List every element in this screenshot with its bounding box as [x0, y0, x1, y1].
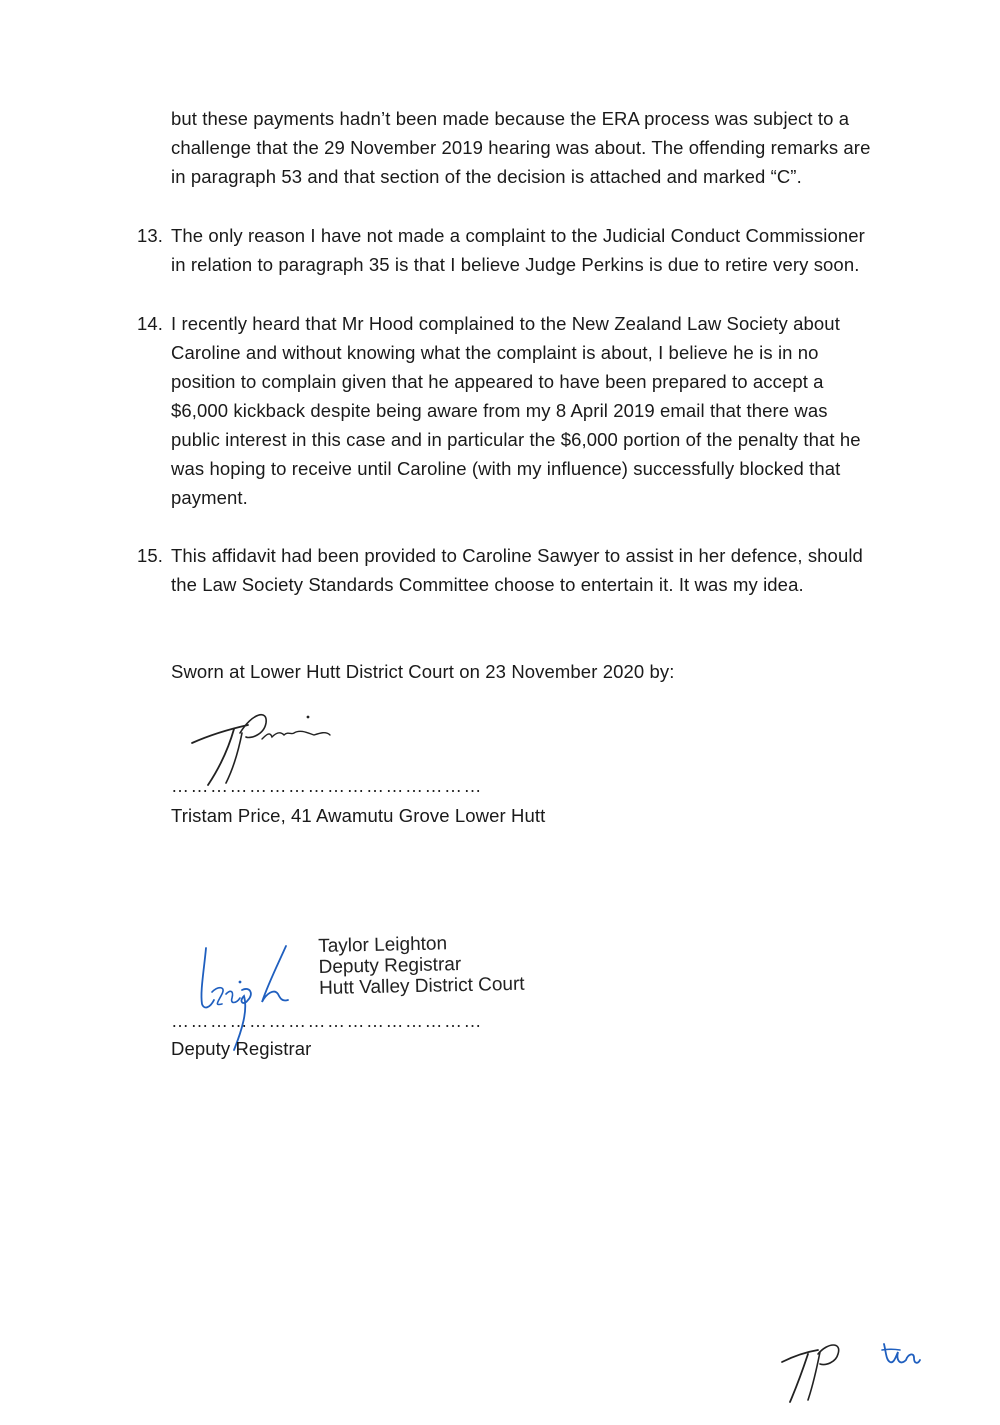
text-line: but these payments hadn’t been made because the ERA process was subject to a [171, 108, 850, 129]
text-line: in paragraph 53 and that section of the decision is attached and marked “C”. [171, 166, 802, 187]
registrar-initials [880, 1340, 922, 1370]
text-line: This affidavit had been provided to Caroline Sawyer to assist in her defence, should [171, 545, 863, 566]
paragraph-15 [137, 541, 911, 599]
paragraph-12-continuation [171, 104, 911, 191]
deponent-initials [780, 1338, 850, 1408]
text-line: position to complain given that he appeared to have been prepared to accept a [171, 371, 824, 392]
stamp-court: Hutt Valley District Court [318, 973, 525, 999]
text-line: in relation to paragraph 35 is that I believe Judge Perkins is due to retire very soon. [171, 254, 860, 275]
text-line: Caroline and without knowing what the complaint is about, I believe he is in no [171, 342, 819, 363]
paragraph-number: 13. [137, 225, 164, 246]
text-line: $6,000 kickback despite being aware from my 8 April 2019 email that there was [171, 400, 828, 421]
paragraph-13 [137, 221, 911, 279]
sworn-statement: Sworn at Lower Hutt District Court on 23 November 2020 by: [171, 661, 675, 682]
stamp-name: Taylor Leighton [318, 933, 448, 957]
paragraph-14 [137, 309, 911, 512]
registrar-signature-line: ………………………………………… [171, 1011, 483, 1031]
deponent-name-address: Tristam Price, 41 Awamutu Grove Lower Hutt [171, 805, 546, 826]
text-line: was hoping to receive until Caroline (with my influence) successfully blocked that [171, 458, 841, 479]
stamp-title: Deputy Registrar [318, 954, 462, 978]
registrar-caption: Deputy Registrar [171, 1038, 312, 1059]
paragraph-number: 15. [137, 545, 164, 566]
paragraph-number: 14. [137, 313, 164, 334]
text-line: challenge that the 29 November 2019 hearing was about. The offending remarks are [171, 137, 871, 158]
registrar-stamp [318, 932, 525, 999]
text-line: I recently heard that Mr Hood complained to the New Zealand Law Society about [171, 313, 840, 334]
text-line: public interest in this case and in particular the $6,000 portion of the penalty that he [171, 429, 861, 450]
text-line: payment. [171, 487, 248, 508]
deponent-signature-line: ………………………………………… [171, 776, 483, 796]
text-line: the Law Society Standards Committee choose to entertain it. It was my idea. [171, 574, 804, 595]
text-line: The only reason I have not made a complaint to the Judicial Conduct Commissioner [171, 225, 865, 246]
